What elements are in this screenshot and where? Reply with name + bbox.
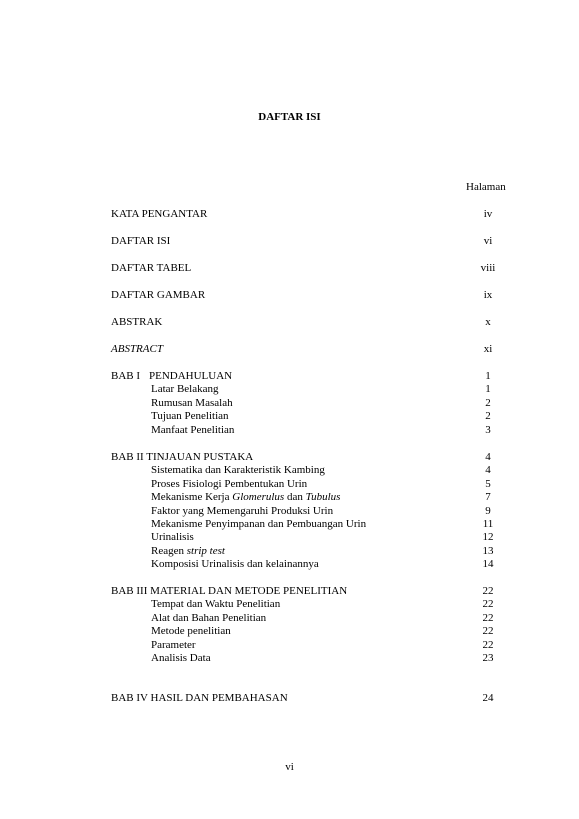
- toc-subentry-page: 4: [485, 464, 491, 477]
- toc-chapter-page: 1: [485, 370, 491, 382]
- toc-subentry-label: Sistematika dan Karakteristik Kambing: [151, 464, 325, 477]
- toc-entry-page: x: [485, 316, 491, 328]
- toc-entry: [111, 288, 501, 302]
- toc-subentry-label: Tempat dan Waktu Penelitian: [151, 598, 281, 611]
- toc-chapter-label: [111, 369, 232, 383]
- toc-chapter: [111, 369, 501, 383]
- toc-subentry: [111, 382, 501, 396]
- toc-subentry: [111, 624, 501, 638]
- toc-chapter: [111, 584, 501, 598]
- toc-subentry-page: 1: [485, 383, 491, 396]
- toc-chapter-label: [111, 691, 288, 705]
- toc-subentry-label: Rumusan Masalah: [151, 396, 233, 409]
- toc-subentry-label: Latar Belakang: [151, 383, 219, 396]
- toc-entry-label: ABSTRACT: [111, 343, 163, 355]
- toc-subentry: [111, 490, 501, 504]
- toc-subentry: [111, 517, 501, 531]
- toc-chapter-label: [111, 450, 253, 464]
- toc-subentry-page: 22: [482, 598, 494, 611]
- toc-entry-page: xi: [483, 343, 493, 355]
- toc-entry: [111, 342, 501, 356]
- toc-subentry-text: Tubulus: [305, 491, 341, 504]
- toc-subentry-label: [151, 544, 225, 558]
- toc-chapter: [111, 691, 501, 705]
- toc-subentry-page: 2: [485, 410, 491, 423]
- toc-entry-page: vi: [483, 235, 493, 247]
- toc-subentry: [111, 611, 501, 625]
- toc-subentry-label: Manfaat Penelitian: [151, 423, 235, 436]
- toc-subentry: [111, 477, 501, 491]
- toc-entry: [111, 315, 501, 329]
- toc-chapter-number: BAB I: [111, 370, 141, 382]
- toc-subentry: [111, 638, 501, 652]
- toc-chapter-title: PENDAHULUAN: [149, 370, 233, 382]
- toc-subentry-label: Alat dan Bahan Penelitian: [151, 611, 267, 624]
- toc-subentry: [111, 504, 501, 518]
- toc-subentry-page: 3: [485, 423, 491, 436]
- toc-subentry-label: Faktor yang Memengaruhi Produksi Urin: [151, 504, 334, 517]
- toc-subentry: [111, 463, 501, 477]
- page-number-footer: vi: [285, 761, 294, 773]
- toc-entry-page: viii: [480, 262, 496, 274]
- toc-entry: [111, 207, 501, 221]
- toc-chapter-label: [111, 584, 347, 598]
- toc-chapter-page: 22: [482, 585, 494, 597]
- toc-subentry-label: Parameter: [151, 638, 196, 651]
- toc-subentry-text: dan: [284, 491, 306, 504]
- toc-subentry-label: Tujuan Penelitian: [151, 410, 229, 423]
- toc-subentry-page: 14: [482, 558, 494, 571]
- toc-subentry: [111, 597, 501, 611]
- toc-subentry-page: 9: [485, 504, 491, 517]
- toc-subentry-label: Urinalisis: [151, 531, 194, 544]
- toc-subentry: [111, 409, 501, 423]
- toc-subentry: [111, 651, 501, 665]
- toc-subentry-label: Mekanisme Penyimpanan dan Pembuangan Urin: [151, 518, 367, 530]
- toc-chapter-number: BAB III: [111, 585, 148, 597]
- toc-subentry: [111, 396, 501, 410]
- toc-entry-label: DAFTAR GAMBAR: [111, 289, 206, 301]
- toc-entry-page: ix: [483, 289, 493, 301]
- page-title: DAFTAR ISI: [258, 111, 321, 123]
- toc-subentry-text: Mekanisme Kerja: [151, 491, 233, 504]
- toc-subentry: [111, 557, 501, 571]
- toc-subentry-page: 5: [485, 477, 491, 490]
- toc-chapter-title: TINJAUAN PUSTAKA: [146, 451, 254, 463]
- toc-chapter-title: HASIL DAN PEMBAHASAN: [150, 692, 288, 704]
- toc-subentry-label: Analisis Data: [151, 652, 211, 664]
- toc-subentry-text: Glomerulus: [232, 491, 285, 504]
- toc-subentry-page: 22: [482, 638, 494, 651]
- toc-entry: [111, 234, 501, 248]
- toc-subentry-page: 13: [482, 544, 494, 557]
- toc-chapter-page: 24: [482, 692, 494, 704]
- toc-entry: [111, 261, 501, 275]
- toc-chapter: [111, 450, 501, 464]
- toc-subentry-page: 2: [485, 396, 491, 409]
- toc-subentry-label: Komposisi Urinalisis dan kelainannya: [151, 558, 319, 571]
- toc-chapter-number: BAB II: [111, 451, 144, 463]
- toc-entry-label: DAFTAR ISI: [111, 235, 171, 247]
- toc-subentry-page: 12: [482, 531, 494, 544]
- toc-chapter-number: BAB IV: [111, 692, 148, 704]
- toc-subentry-text: strip test: [186, 544, 225, 557]
- toc-subentry-text: Reagen: [151, 544, 187, 557]
- toc-subentry-label: [151, 490, 340, 504]
- toc-entry-label: DAFTAR TABEL: [111, 262, 192, 274]
- toc-subentry: [111, 544, 501, 558]
- toc-subentry-page: 22: [482, 611, 494, 624]
- toc-entry-label: KATA PENGANTAR: [111, 208, 208, 220]
- page-column-header: Halaman: [466, 181, 506, 193]
- toc-subentry-label: Metode penelitian: [151, 625, 231, 638]
- toc-chapter-page: 4: [485, 451, 491, 463]
- toc-subentry-page: 7: [485, 491, 491, 504]
- toc-subentry-page: 23: [482, 652, 494, 664]
- toc-subentry-label: Proses Fisiologi Pembentukan Urin: [151, 477, 308, 490]
- toc-entry-page: iv: [483, 208, 493, 220]
- toc-chapter-title: MATERIAL DAN METODE PENELITIAN: [150, 585, 348, 597]
- toc-subentry-page: 22: [482, 625, 494, 638]
- toc-entry-label: ABSTRAK: [111, 316, 163, 328]
- toc-subentry: [111, 423, 501, 437]
- toc-subentry-page: 11: [482, 518, 494, 530]
- toc-subentry: [111, 530, 501, 544]
